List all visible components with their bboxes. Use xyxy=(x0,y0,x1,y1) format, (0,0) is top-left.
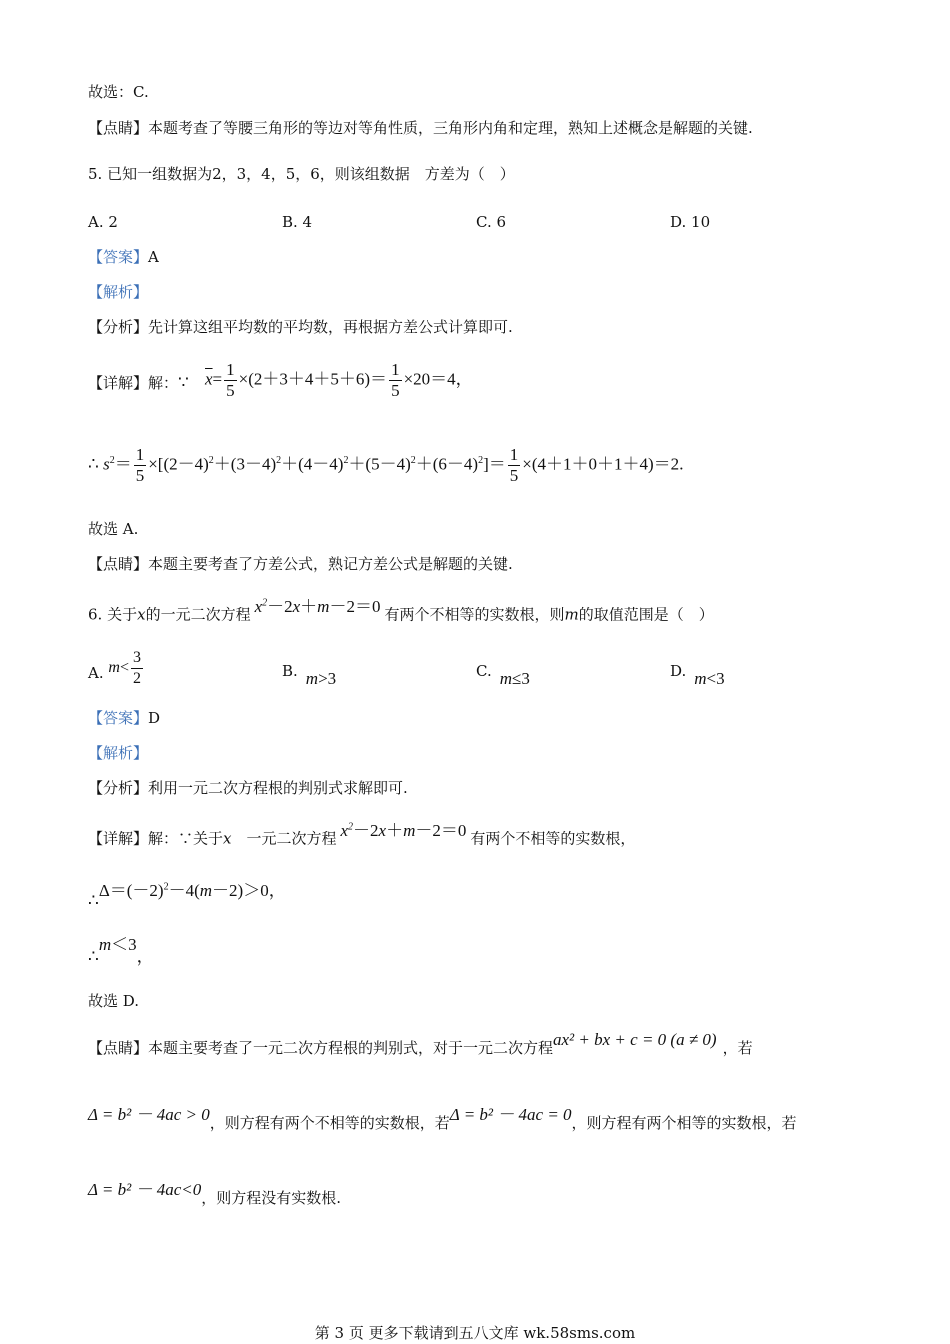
fraction-1-5 xyxy=(389,360,402,401)
x: x xyxy=(292,596,301,616)
label: D. xyxy=(670,662,687,680)
var: m xyxy=(305,669,319,688)
detail-prefix: 【详解】解：∵关于 xyxy=(88,829,224,848)
therefore-symbol: ∴ xyxy=(88,891,99,910)
minus-two: －2 xyxy=(353,820,379,840)
den: 5 xyxy=(509,466,519,485)
rel: ≤3 xyxy=(512,669,530,688)
term: －2)＞0 xyxy=(212,881,269,900)
q6-analysis-tag: 【解析】 xyxy=(88,744,149,762)
q5-option-d: D. 10 xyxy=(670,213,711,231)
page-footer: 第 3 页 更多下载请到五八文库 wk.58sms.com xyxy=(314,1324,636,1342)
term: ＋(5－4) xyxy=(348,454,411,474)
plus: ＋ xyxy=(386,820,404,840)
rest: －2＝0 xyxy=(415,820,467,840)
plus: ＋ xyxy=(300,596,318,616)
general-equation: ax² + bx + c = 0 (a ≠ 0) xyxy=(553,1030,717,1049)
q5-analysis-tag: 【解析】 xyxy=(88,283,149,301)
label: B. xyxy=(282,662,298,680)
mean-equation xyxy=(205,360,473,401)
q6-option-b xyxy=(282,661,337,688)
q6-option-c xyxy=(476,661,530,688)
answer-value: D xyxy=(148,709,161,727)
var-x: x xyxy=(223,829,232,848)
expr xyxy=(500,669,530,688)
result: ×(4＋1＋0＋1＋4)＝2 xyxy=(522,454,680,474)
sup: 2 xyxy=(163,881,169,893)
label: C. xyxy=(476,662,492,680)
sup: 2 xyxy=(348,821,354,832)
var: m xyxy=(108,659,120,677)
q6-suffix2: 的取值范围是（ ） xyxy=(578,605,714,624)
text: ，则方程没有实数根. xyxy=(201,1189,342,1207)
q6-option-d xyxy=(670,661,725,688)
x: x xyxy=(340,820,349,840)
question-5: 5. 已知一组数据为2，3，4，5，6，则该组数据 方差为（ ） xyxy=(88,165,515,183)
answer-tag: 【答案】 xyxy=(88,709,149,727)
m: m xyxy=(98,935,112,954)
term: ＋(6－4) xyxy=(415,454,479,474)
q5-comment: 【点睛】本题主要考查了方差公式，熟记方差公式是解题的关键. xyxy=(88,555,513,573)
answer-value: A xyxy=(148,248,159,266)
q6-prefix: 6. 关于 xyxy=(88,605,138,624)
den: 5 xyxy=(391,381,400,400)
rel: >3 xyxy=(318,669,337,688)
term: ×[(2－4) xyxy=(148,454,209,474)
equals: = xyxy=(212,369,223,389)
detail-suffix: 有两个不相等的实数根， xyxy=(470,829,636,848)
q6-analysis: 【分析】利用一元二次方程根的判别式求解即可. xyxy=(88,779,408,797)
variance-equation xyxy=(88,445,683,486)
text: ，则方程有两个不相等的实数根，若 xyxy=(209,1114,450,1132)
var: m xyxy=(694,669,707,688)
sup: 2 xyxy=(109,454,115,466)
num: 1 xyxy=(509,445,519,464)
sup: 2 xyxy=(262,597,268,608)
result: ×20＝4 xyxy=(403,369,456,389)
therefore-symbol: ∴ xyxy=(88,454,99,474)
sup: 2 xyxy=(343,454,349,466)
expr xyxy=(306,669,336,688)
minus-two: －2 xyxy=(267,596,293,616)
sup: 2 xyxy=(478,454,484,466)
detail-prefix: 【详解】解： xyxy=(88,374,179,392)
num: 1 xyxy=(391,360,400,379)
fraction-1-5 xyxy=(508,445,521,486)
sum-expr: ×(2＋3＋4＋5＋6)＝ xyxy=(238,369,388,389)
q5-option-c: C. 6 xyxy=(476,213,507,231)
q5-conclusion: 故选 A. xyxy=(88,520,139,538)
label: A. xyxy=(88,664,104,683)
comma: ， xyxy=(136,947,154,966)
var-x: x xyxy=(137,605,146,624)
m: m xyxy=(199,881,213,900)
equals: ]＝ xyxy=(483,454,506,474)
x: x xyxy=(378,820,387,840)
q6-conclusion: 故选 D. xyxy=(88,992,140,1010)
fraction xyxy=(131,648,143,689)
text: ，则方程有两个相等的实数根，若 xyxy=(571,1114,797,1132)
question-6 xyxy=(88,596,714,625)
delta-term: Δ＝(－2) xyxy=(98,881,164,900)
discriminant-line xyxy=(88,876,286,910)
den: 5 xyxy=(135,466,145,485)
rel: <3 xyxy=(706,669,725,688)
discriminant-negative: Δ = b² － 4ac<0 xyxy=(88,1180,202,1199)
period: . xyxy=(679,454,684,474)
q6-detail-equation xyxy=(341,821,467,840)
term: ＋(4－4) xyxy=(281,454,344,474)
detail-mid: 一元二次方程 xyxy=(231,829,337,848)
m: m xyxy=(317,596,330,616)
therefore-symbol: ∴ xyxy=(88,947,99,966)
comment-prefix: 【点睛】本题主要考查了一元二次方程根的判别式，对于一元二次方程 xyxy=(88,1039,554,1057)
q6-comment xyxy=(88,1030,753,1058)
sup: 2 xyxy=(410,454,416,466)
fraction-1-5 xyxy=(224,360,237,401)
m-result-line xyxy=(88,930,154,966)
m: m xyxy=(403,820,416,840)
discriminant-positive: Δ = b² － 4ac > 0 xyxy=(88,1105,210,1124)
rel: ＜3 xyxy=(111,935,137,954)
num: 1 xyxy=(135,445,145,464)
q5-detail xyxy=(88,373,189,393)
q6-comment-line3 xyxy=(88,1180,342,1208)
term: ＋(3－4) xyxy=(213,454,277,474)
q6-equation xyxy=(255,597,381,616)
expr xyxy=(694,669,724,688)
sup: 2 xyxy=(208,454,214,466)
num: 3 xyxy=(131,648,143,669)
x-bar: $\overline{x}$ xyxy=(205,369,213,389)
conclusion-line: 故选：C. xyxy=(88,83,149,101)
comment-suffix: ，若 xyxy=(722,1039,753,1057)
comma: ， xyxy=(455,369,473,389)
q6-suffix: 有两个不相等的实数根，则 xyxy=(384,605,565,624)
comma: ， xyxy=(268,881,286,900)
num: 1 xyxy=(226,360,235,379)
q5-option-a: A. 2 xyxy=(88,213,118,231)
q6-option-a xyxy=(88,649,145,695)
expr xyxy=(108,649,145,687)
comment-line: 【点睛】本题考查了等腰三角形的等边对等角性质，三角形内角和定理，熟知上述概念是解题的关键. xyxy=(88,119,753,137)
var-m: m xyxy=(564,605,579,624)
q5-analysis: 【分析】先计算这组平均数的平均数，再根据方差公式计算即可. xyxy=(88,318,513,336)
var: m xyxy=(499,669,512,688)
den: 5 xyxy=(226,381,235,400)
q6-answer xyxy=(88,708,160,728)
q5-option-b: B. 4 xyxy=(282,213,313,231)
den: 2 xyxy=(132,670,141,687)
rel: < xyxy=(119,659,129,677)
q6-comment-line2 xyxy=(88,1105,797,1133)
equals: ＝ xyxy=(114,454,132,474)
x: x xyxy=(254,596,263,616)
because-symbol: ∵ xyxy=(178,373,189,393)
sup: 2 xyxy=(276,454,282,466)
answer-tag: 【答案】 xyxy=(88,248,149,266)
q6-mid: 的一元二次方程 xyxy=(145,605,251,624)
fraction-1-5 xyxy=(134,445,147,486)
q5-answer xyxy=(88,247,159,267)
q6-detail xyxy=(88,820,636,849)
s: s xyxy=(103,454,110,474)
rest: －2＝0 xyxy=(329,596,381,616)
discriminant-zero: Δ = b² － 4ac = 0 xyxy=(449,1105,572,1124)
term: －4( xyxy=(168,881,200,900)
